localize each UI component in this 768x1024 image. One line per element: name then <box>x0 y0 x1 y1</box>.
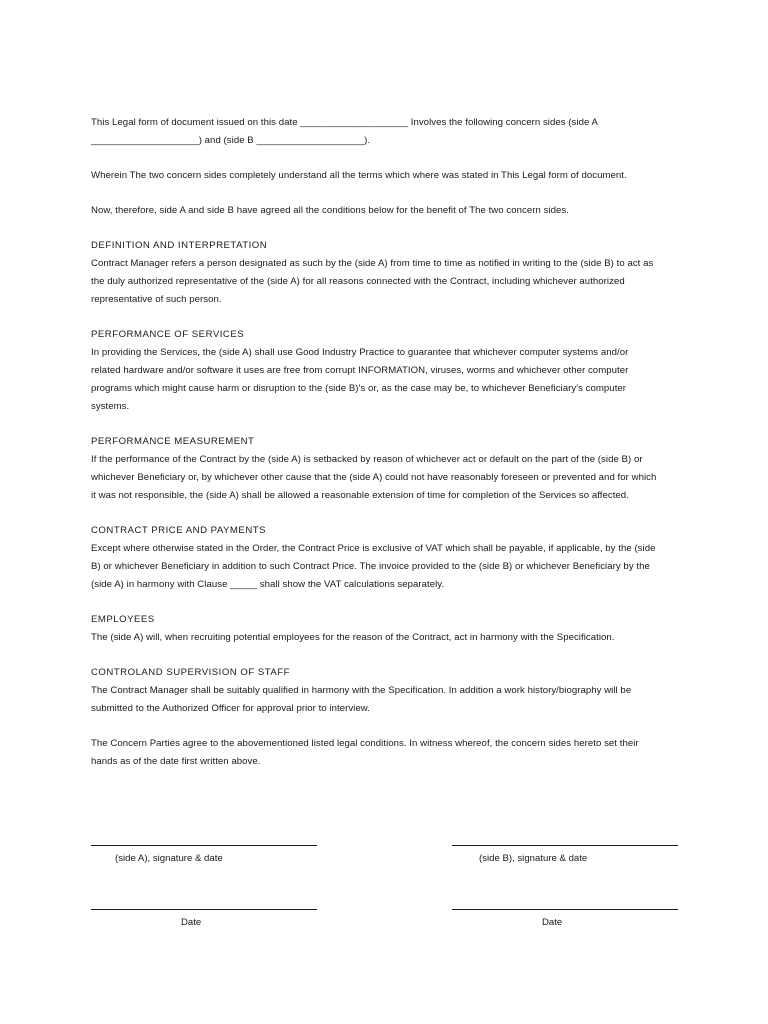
side-a-signature-line <box>91 845 317 846</box>
side-b-date-label: Date <box>542 917 563 928</box>
section-line: B) or whichever Beneficiary in addition to such Contract Price. The invoice provided to the (side B) or whichever Beneficiary by the <box>91 561 650 572</box>
section-line: (side A) in harmony with Clause _____ shall show the VAT calculations separately. <box>91 579 445 590</box>
section-line: the duly authorized representative of the (side A) for all reasons connected with the Contract, including whichever authorized <box>91 276 625 287</box>
section-heading: CONTRACT PRICE AND PAYMENTS <box>91 525 267 536</box>
section-line: submitted to the Authorized Officer for approval prior to interview. <box>91 703 370 714</box>
side-a-date-line <box>91 909 317 910</box>
section-line: representative of such person. <box>91 294 222 305</box>
section-line: related hardware and/or software it uses are free from corrupt INFORMATION, viruses, worms and whichever other computer <box>91 365 629 376</box>
section-line: systems. <box>91 401 130 412</box>
section-heading: DEFINITION AND INTERPRETATION <box>91 240 268 251</box>
section-line: In providing the Services, the (side A) shall use Good Industry Practice to guarantee that whichever computer systems and/or <box>91 347 629 358</box>
wherein-paragraph: Wherein The two concern sides completely understand all the terms which where was stated in This Legal form of document. <box>91 170 627 181</box>
section-heading: EMPLOYEES <box>91 614 155 625</box>
section-line: If the performance of the Contract by the (side A) is setbacked by reason of whichever act or default on the part of the (side B) or <box>91 454 643 465</box>
now-therefore-paragraph: Now, therefore, side A and side B have agreed all the conditions below for the benefit of The two concern sides. <box>91 205 569 216</box>
side-b-date-line <box>452 909 678 910</box>
section-body <box>91 451 683 505</box>
section-body <box>91 629 683 647</box>
section-body <box>91 682 683 718</box>
intro-line-2: ____________________) and (side B ____________________). <box>91 135 371 146</box>
closing-line-2: hands as of the date first written above. <box>91 756 261 767</box>
side-b-signature-label: (side B), signature & date <box>479 853 588 864</box>
section-line: The (side A) will, when recruiting potential employees for the reason of the Contract, act in harmony with the Specification. <box>91 632 615 643</box>
section-heading: PERFORMANCE OF SERVICES <box>91 329 245 340</box>
side-b-signature-line <box>452 845 678 846</box>
section-line: programs which might cause harm or disruption to the (side B)'s or, as the case may be, to whichever Beneficiary's computer <box>91 383 627 394</box>
section-line: Except where otherwise stated in the Order, the Contract Price is exclusive of VAT which shall be payable, if applicable, by the (side <box>91 543 656 554</box>
side-a-date-label: Date <box>181 917 202 928</box>
intro-line-1: This Legal form of document issued on this date ____________________ Involves the following concern sides (side A <box>91 117 598 128</box>
section-line: it was not responsible, the (side A) shall be allowed a reasonable extension of time for completion of the Services so affected. <box>91 490 629 501</box>
section-heading: PERFORMANCE MEASUREMENT <box>91 436 255 447</box>
closing-line-1: The Concern Parties agree to the abovementioned listed legal conditions. In witness whereof, the concern sides hereto set their <box>91 738 639 749</box>
side-a-signature-label: (side A), signature & date <box>115 853 223 864</box>
section-body <box>91 344 683 416</box>
section-line: The Contract Manager shall be suitably qualified in harmony with the Specification. In addition a work history/biography will be <box>91 685 632 696</box>
section-line: whichever Beneficiary or, by whichever other cause that the (side A) could not have reasonably foreseen or prevented and for which <box>91 472 657 483</box>
section-line: Contract Manager refers a person designated as such by the (side A) from time to time as notified in writing to the (side B) to act as <box>91 258 654 269</box>
section-heading: CONTROLAND SUPERVISION OF STAFF <box>91 667 291 678</box>
section-body <box>91 255 683 309</box>
section-body <box>91 540 683 594</box>
document-body <box>91 114 683 771</box>
